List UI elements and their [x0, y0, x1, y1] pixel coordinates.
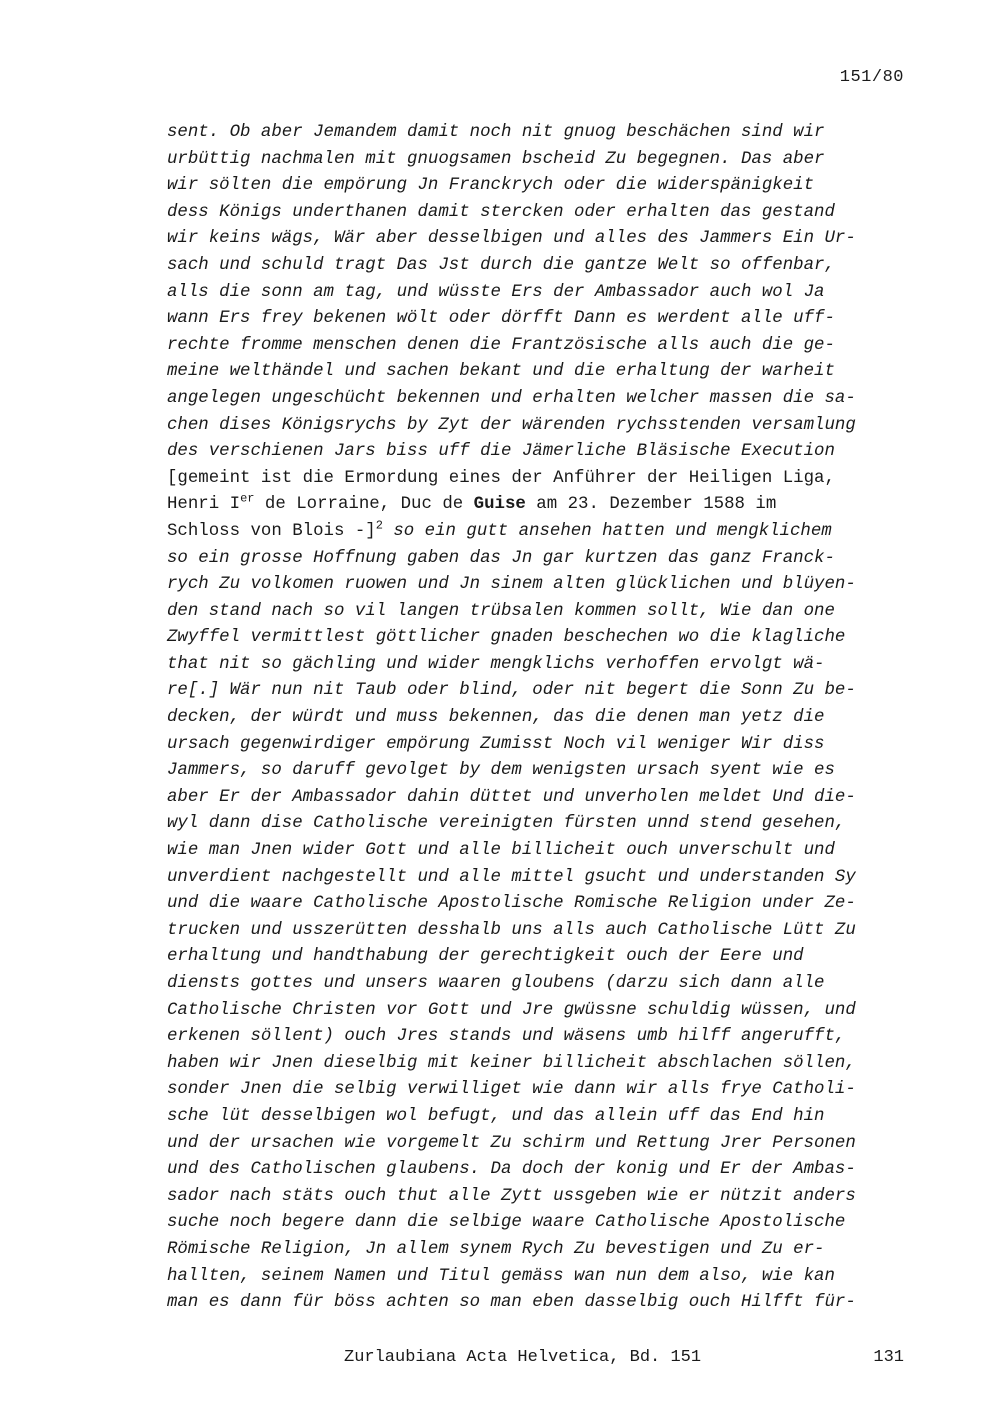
text-segment: so ein gutt ansehen hatten und mengklichem [382, 521, 832, 541]
editorial-note-line [167, 492, 907, 519]
text-line: und die waare Catholische Apostolische Romische Religion under Ze- [167, 894, 856, 914]
text-line: wir keins wägs, Wär aber desselbigen und alles des Jammers Ein Ur- [167, 229, 856, 249]
text-line: wyl dann dise Catholische vereinigten fürsten unnd stend gesehen, [167, 814, 846, 834]
text-line: sent. Ob aber Jemandem damit noch nit gnuog beschächen sind wir [167, 123, 825, 142]
source-citation: Zurlaubiana Acta Helvetica, Bd. 151 [344, 1348, 702, 1367]
text-line: urbüttig nachmalen mit gnuogsamen bscheid Zu begegnen. Das aber [167, 149, 825, 169]
text-line: unverdient nachgestellt und alle mittel gsucht und understanden Sy [167, 867, 856, 887]
page-footer [0, 1348, 1000, 1370]
text-line: meine welthändel und sachen bekant und die erhaltung der warheit [167, 362, 835, 382]
text-line: angelegen ungeschücht bekennen und erhalten welcher massen die sa- [167, 388, 856, 408]
text-line: den stand nach so vil langen trübsalen kommen sollt, Wie dan one [167, 601, 835, 621]
editorial-note-line [167, 466, 907, 493]
transcription-body [167, 120, 907, 1317]
text-line: hallten, seinem Namen und Titul gemäss wan nun dem also, wie kan [167, 1266, 835, 1286]
text-line: re[.] Wär nun nit Taub oder blind, oder nit begert die Sonn Zu be- [167, 681, 856, 701]
text-line: Jammers, so daruff gevolget by dem wenigsten ursach syent wie es [167, 761, 835, 781]
text-line: Catholische Christen vor Gott und Jre gwüssne schuldig wüssen, und [167, 1000, 856, 1020]
text-line: man es dann für böss achten so man eben dasselbig ouch Hilfft für- [167, 1293, 856, 1313]
text-line: trucken und usszerütten desshalb uns alls auch Catholische Lütt Zu [167, 920, 856, 940]
page-reference: 151/80 [839, 68, 904, 87]
superscript: er [240, 491, 255, 506]
text-line: und des Catholischen glaubens. Da doch der konig und Er der Ambas- [167, 1160, 856, 1180]
text-line: alls die sonn am tag, und wüsste Ers der Ambassador auch wol Ja [167, 282, 825, 302]
editorial-note-text: de Lorraine, Duc de [254, 495, 474, 515]
text-line: haben wir Jnen dieselbig mit keiner billicheit abschlachen söllen, [167, 1053, 856, 1073]
editorial-note-text: [gemeint ist die Ermordung eines der Anführer der Heiligen Liga, [167, 468, 835, 488]
text-line: chen dises Königsrychs by Zyt der wärenden rychsstenden versamlung [167, 415, 856, 435]
text-line: des verschienen Jars biss uff die Jämerliche Bläsische Execution [167, 442, 835, 462]
text-line: erkenen söllent) ouch Jres stands und wäsens umb hilff angerufft, [167, 1027, 846, 1047]
text-line: rechte fromme menschen denen die Frantzösische alls auch die ge- [167, 335, 835, 355]
editorial-note-text: Henri I [167, 495, 241, 515]
footnote-marker: 2 [375, 518, 383, 533]
text-line: wir sölten die empörung Jn Franckrych oder die widerspänigkeit [167, 176, 815, 196]
editorial-note-text: am 23. Dezember 1588 im [525, 495, 777, 515]
text-line: suche noch begere dann die selbige waare Catholische Apostolische [167, 1213, 846, 1233]
text-line: sche lüt desselbigen wol befugt, und das allein uff das End hin [167, 1106, 825, 1126]
text-line: sach und schuld tragt Das Jst durch die gantze Welt so offenbar, [167, 255, 835, 275]
text-line: erhaltung und handthabung der gerechtigkeit ouch der Eere und [167, 947, 804, 967]
page-number: 131 [873, 1348, 904, 1367]
text-line: wann Ers frey bekenen wölt oder dörfft Dann es werdent alle uff- [167, 309, 835, 329]
bold-name: Guise [473, 495, 526, 515]
text-line: aber Er der Ambassador dahin düttet und unverholen meldet Und die- [167, 787, 856, 807]
text-line: Römische Religion, Jn allem synem Rych Zu bevestigen und Zu er- [167, 1239, 825, 1259]
text-line: Zwyffel vermittlest göttlicher gnaden beschechen wo die klagliche [167, 628, 846, 648]
text-line: und der ursachen wie vorgemelt Zu schirm und Rettung Jrer Personen [167, 1133, 856, 1153]
text-line: sador nach stäts ouch thut alle Zytt ussgeben wie er nützit anders [167, 1186, 856, 1206]
text-line: ursach gegenwirdiger empörung Zumisst Noch vil weniger Wir diss [167, 734, 825, 754]
editorial-note-text: Schloss von Blois -] [167, 521, 376, 541]
text-line: dess Königs underthanen damit stercken oder erhalten das gestand [167, 202, 835, 222]
text-line [167, 519, 907, 546]
text-line: that nit so gächling und wider mengklichs verhoffen ervolgt wä- [167, 654, 825, 674]
text-line: diensts gottes und unsers waaren gloubens (darzu sich dann alle [167, 974, 825, 993]
text-line: wie man Jnen wider Gott und alle billicheit ouch unverschult und [167, 841, 835, 861]
text-line: so ein grosse Hoffnung gaben das Jn gar kurtzen das ganz Franck- [167, 548, 835, 568]
text-line: rych Zu volkomen ruowen und Jn sinem alten glücklichen und blüyen- [167, 575, 856, 595]
text-line: decken, der würdt und muss bekennen, das die denen man yetz die [167, 708, 825, 728]
text-line: sonder Jnen die selbig verwilliget wie dann wir alls frye Catholi- [167, 1080, 856, 1100]
